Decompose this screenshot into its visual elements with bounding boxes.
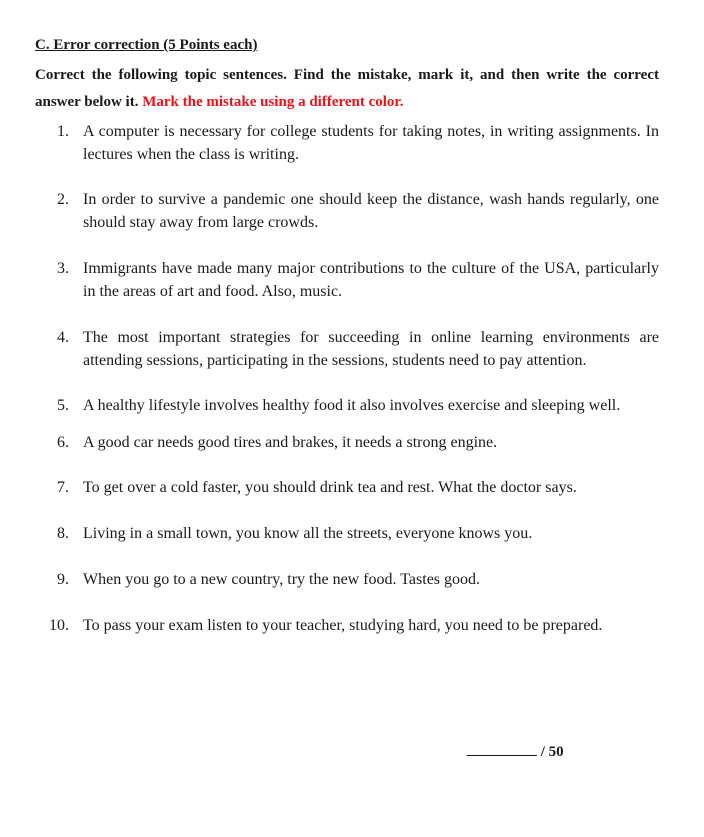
item-text: In order to survive a pandemic one should keep the distance, wash hands regularly, one should stay away from large crowds. xyxy=(83,191,659,231)
item-text: A healthy lifestyle involves healthy food it also involves exercise and sleeping well. xyxy=(83,397,621,414)
item-text: A good car needs good tires and brakes, it needs a strong engine. xyxy=(83,434,498,451)
item-number: 4. xyxy=(57,329,69,346)
item-text: To get over a cold faster, you should drink tea and rest. What the doctor says. xyxy=(83,479,577,496)
item-number: 10. xyxy=(49,617,69,634)
list-item-1 xyxy=(35,120,659,166)
item-number: 7. xyxy=(57,479,69,496)
list-item-4 xyxy=(35,326,659,372)
score-blank-line[interactable] xyxy=(467,741,537,756)
error-list xyxy=(35,120,659,637)
item-text: Living in a small town, you know all the streets, everyone knows you. xyxy=(83,525,533,542)
list-item-3 xyxy=(35,257,659,303)
section-title: C. Error correction (5 Points each) xyxy=(35,37,258,53)
score-total: / 50 xyxy=(540,744,564,760)
item-text: A computer is necessary for college students for taking notes, in writing assignments. In lectures when the class is writing. xyxy=(83,123,659,163)
item-number: 6. xyxy=(57,434,69,451)
item-number: 8. xyxy=(57,525,69,542)
item-text: Immigrants have made many major contributions to the culture of the USA, particularly in the areas of art and food. Also, music. xyxy=(83,260,659,300)
item-text: The most important strategies for succeeding in online learning environments are attending sessions, participating in the sessions, students need to pay attention. xyxy=(83,329,659,369)
instructions-text: Correct the following topic sentences. Find the mistake, mark it, and then write the correct answer below it. xyxy=(35,67,659,110)
item-number: 5. xyxy=(57,397,69,414)
item-number: 1. xyxy=(57,123,69,140)
list-item-6 xyxy=(35,431,659,454)
item-number: 9. xyxy=(57,571,69,588)
item-number: 2. xyxy=(57,191,69,208)
list-item-5 xyxy=(35,394,659,417)
score-box xyxy=(467,741,564,762)
instructions xyxy=(35,62,659,116)
item-number: 3. xyxy=(57,260,69,277)
list-item-9 xyxy=(35,568,659,591)
instructions-highlight: Mark the mistake using a different color. xyxy=(142,94,404,110)
worksheet-page xyxy=(35,34,659,637)
item-text: When you go to a new country, try the new food. Tastes good. xyxy=(83,571,481,588)
list-item-7 xyxy=(35,476,659,499)
list-item-10 xyxy=(35,614,659,637)
list-item-2 xyxy=(35,188,659,234)
item-text: To pass your exam listen to your teacher, studying hard, you need to be prepared. xyxy=(83,617,603,634)
list-item-8 xyxy=(35,522,659,545)
